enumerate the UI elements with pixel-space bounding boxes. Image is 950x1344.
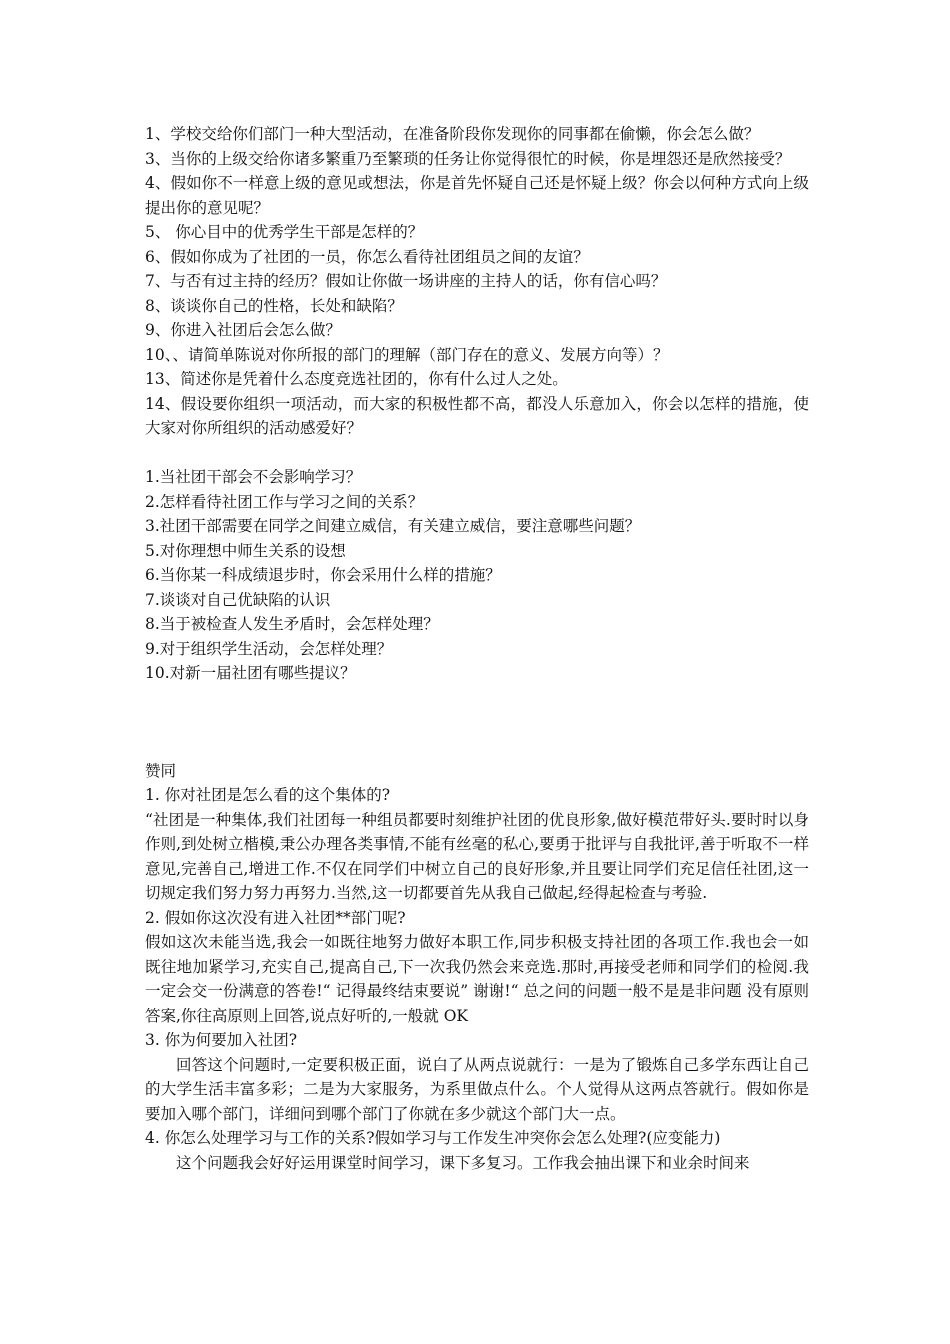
question-item: 7.谈谈对自己优缺陷的认识	[145, 590, 331, 609]
section-heading: 赞同	[145, 761, 177, 780]
qa-section	[145, 759, 809, 1176]
qa-question: 4. 你怎么处理学习与工作的关系?假如学习与工作发生冲突你会怎么处理?(应变能力)	[145, 1129, 721, 1147]
question-list-2	[145, 465, 809, 686]
question-item: 7、与否有过主持的经历？假如让你做一场讲座的主持人的话，你有信心吗？	[145, 272, 667, 290]
qa-answer: “社团是一种集体,我们社团每一种组员都要时刻维护社团的优良形象,做好模范带好头.要时时以身作则,到处树立楷模,秉公办理各类事情,不能有丝毫的私心,要勇于批评与自我批评,善于听取不一样意见,完善自己,增进工作.不仅在同学们中树立自己的良好形象,并且要让同学们充足信任社团,这一切规定我们努力努力再努力.当然,这一切都要首先从我自己做起,经得起检查与考验.	[145, 810, 809, 902]
question-item: 6.当你某一科成绩退步时，你会采用什么样的措施？	[145, 566, 501, 584]
qa-question: 1. 你对社团是怎么看的这个集体的?	[145, 786, 391, 804]
question-item: 5.对你理想中师生关系的设想	[145, 541, 346, 560]
question-list-1	[145, 122, 809, 441]
question-item: 3、当你的上级交给你诸多繁重乃至繁琐的任务让你觉得很忙的时候，你是埋怨还是欣然接受？	[145, 149, 791, 168]
question-item: 3.社团干部需要在同学之间建立威信，有关建立威信，要注意哪些问题？	[145, 517, 641, 535]
question-item: 6、假如你成为了社团的一员，你怎么看待社团组员之间的友谊？	[145, 247, 589, 266]
spacer	[145, 686, 809, 759]
question-item: 5、 你心目中的优秀学生干部是怎样的？	[145, 223, 424, 241]
question-item: 8、谈谈你自己的性格，长处和缺陷？	[145, 296, 403, 315]
question-item: 1.当社团干部会不会影响学习？	[145, 468, 362, 486]
question-item: 13、简述你是凭着什么态度竞选社团的，你有什么过人之处。	[145, 370, 568, 388]
qa-answer: 假如这次未能当选,我会一如既往地努力做好本职工作,同步积极支持社团的各项工作.我也会一如既往地加紧学习,充实自己,提高自己,下一次我仍然会来竞选.那时,再接受老师和同学们的检阅.我一定会交一份满意的答卷!“ 记得最终结束要说” 谢谢!“ 总之问的问题一般不是是非问题 没有原则答案,你往高原则上回答,说点好听的,一般就 OK	[145, 933, 809, 1025]
question-item: 1、学校交给你们部门一种大型活动，在准备阶段你发现你的同事都在偷懒，你会怎么做？	[145, 125, 760, 143]
qa-question: 2. 假如你这次没有进入社团**部门呢?	[145, 908, 406, 927]
question-item: 4、假如你不一样意上级的意见或想法，你是首先怀疑自己还是怀疑上级？你会以何种方式向上级提出你的意见呢？	[145, 174, 809, 217]
qa-answer: 这个问题我会好好运用课堂时间学习，课下多复习。工作我会抽出课下和业余时间来	[176, 1153, 750, 1172]
question-item: 8.当于被检查人发生矛盾时，会怎样处理？	[145, 615, 439, 633]
question-item: 2.怎样看待社团工作与学习之间的关系？	[145, 492, 424, 511]
question-item: 9、你进入社团后会怎么做？	[145, 321, 341, 339]
spacer	[145, 441, 809, 466]
question-item: 10.对新一届社团有哪些提议？	[145, 664, 356, 682]
qa-answer: 回答这个问题时,一定要积极正面，说白了从两点说就行：一是为了锻炼自己多学东西让自己的大学生活丰富多彩；二是为大家服务，为系里做点什么。个人觉得从这两点答就行。假如你是要加入哪个部门，详细问到哪个部门了你就在多少就这个部门大一点。	[145, 1055, 809, 1123]
question-item: 9.对于组织学生活动，会怎样处理？	[145, 639, 393, 658]
document-page	[145, 122, 809, 1175]
question-item: 10、、请简单陈说对你所报的部门的理解（部门存在的意义、发展方向等）？	[145, 345, 669, 364]
question-item: 14、假设要你组织一项活动，而大家的积极性都不高，都没人乐意加入，你会以怎样的措施，使大家对你所组织的活动感爱好？	[145, 394, 809, 437]
qa-question: 3. 你为何要加入社团?	[145, 1031, 298, 1049]
